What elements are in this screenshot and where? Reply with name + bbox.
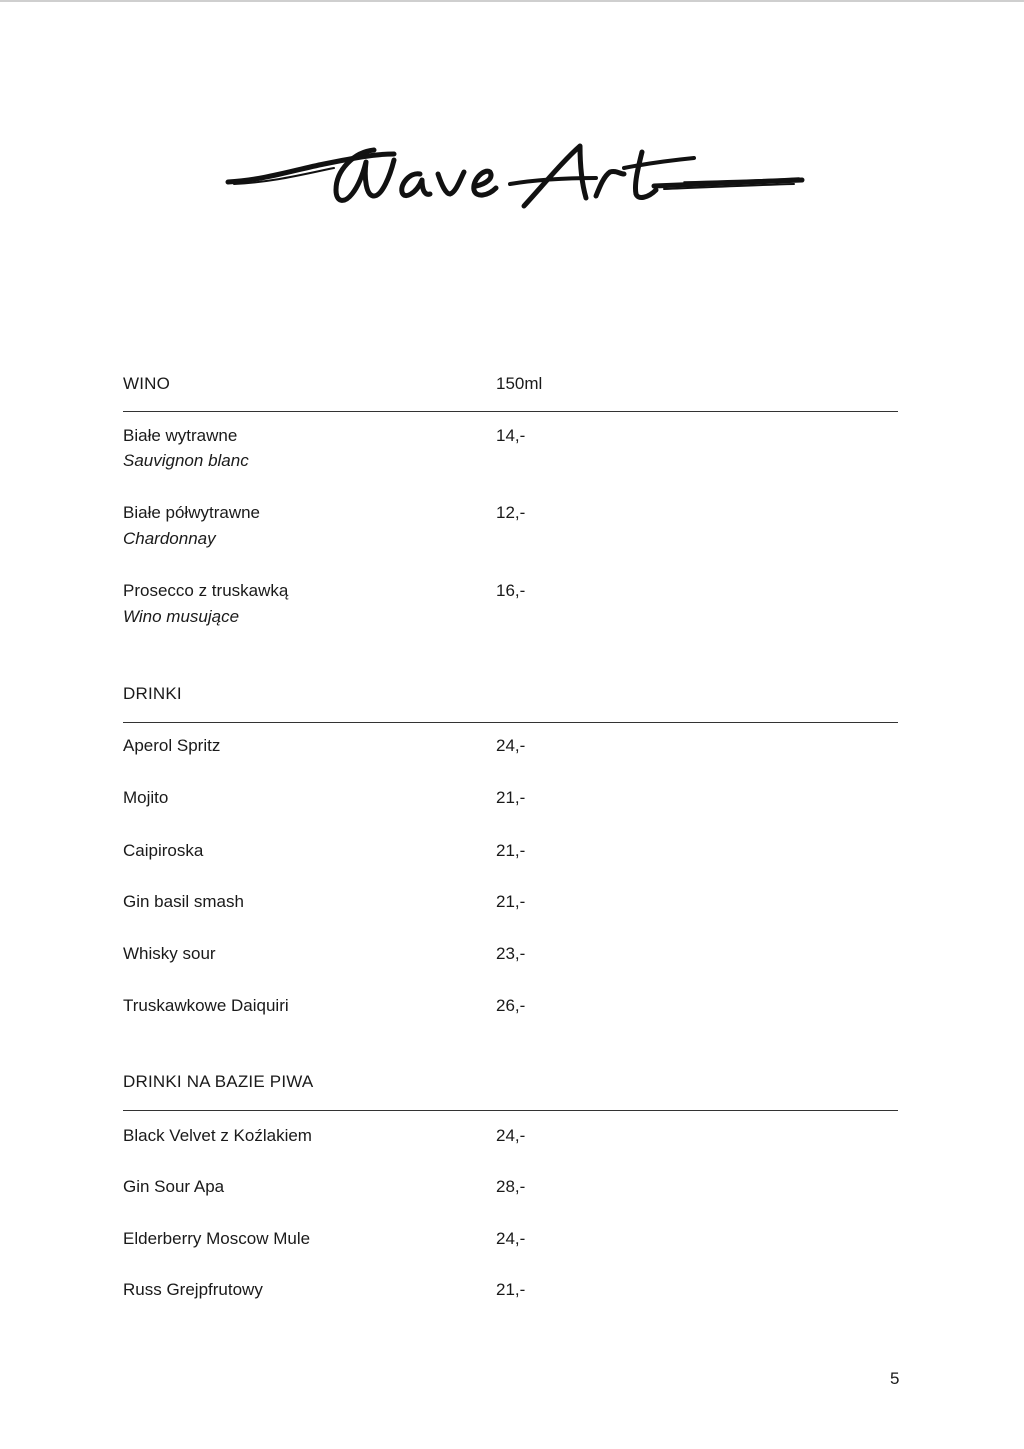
menu-item-price: 21,- xyxy=(496,1280,526,1299)
menu-item-price: 21,- xyxy=(496,841,526,860)
section-title-wine: WINO xyxy=(123,374,171,393)
menu-item-price: 24,- xyxy=(496,736,526,755)
menu-item-subtitle: Sauvignon blanc xyxy=(123,451,249,470)
menu-item-price: 12,- xyxy=(496,503,526,522)
menu-item-name: Elderberry Moscow Mule xyxy=(123,1229,311,1248)
menu-item-name: Białe półwytrawne xyxy=(123,503,261,522)
section-title-beer-drinks: DRINKI NA BAZIE PIWA xyxy=(123,1072,314,1091)
page-number: 5 xyxy=(890,1369,900,1388)
menu-item-price: 21,- xyxy=(496,788,526,807)
menu-item-price: 21,- xyxy=(496,892,526,911)
menu-item-price: 28,- xyxy=(496,1177,526,1196)
menu-item-subtitle: Chardonnay xyxy=(123,529,216,548)
menu-item-name: Gin Sour Apa xyxy=(123,1177,225,1196)
divider xyxy=(123,722,898,723)
wave-art-logo xyxy=(224,140,808,220)
wine-volume-label: 150ml xyxy=(496,374,543,393)
menu-item-name: Prosecco z truskawką xyxy=(123,581,289,600)
divider xyxy=(123,411,898,412)
menu-item-name: Truskawkowe Daiquiri xyxy=(123,996,289,1015)
menu-item-name: Black Velvet z Koźlakiem xyxy=(123,1126,312,1145)
menu-item-name: Białe wytrawne xyxy=(123,426,238,445)
menu-item-name: Caipiroska xyxy=(123,841,204,860)
menu-item-price: 23,- xyxy=(496,944,526,963)
menu-item-price: 26,- xyxy=(496,996,526,1015)
page-top-border xyxy=(0,0,1024,2)
divider xyxy=(123,1110,898,1111)
section-title-drinks: DRINKI xyxy=(123,684,182,703)
menu-item-price: 24,- xyxy=(496,1126,526,1145)
menu-item-price: 24,- xyxy=(496,1229,526,1248)
menu-item-subtitle: Wino musujące xyxy=(123,607,240,626)
menu-item-name: Whisky sour xyxy=(123,944,216,963)
menu-item-name: Gin basil smash xyxy=(123,892,244,911)
menu-item-name: Mojito xyxy=(123,788,169,807)
menu-item-price: 16,- xyxy=(496,581,526,600)
menu-item-price: 14,- xyxy=(496,426,526,445)
menu-item-name: Russ Grejpfrutowy xyxy=(123,1280,263,1299)
menu-item-name: Aperol Spritz xyxy=(123,736,221,755)
